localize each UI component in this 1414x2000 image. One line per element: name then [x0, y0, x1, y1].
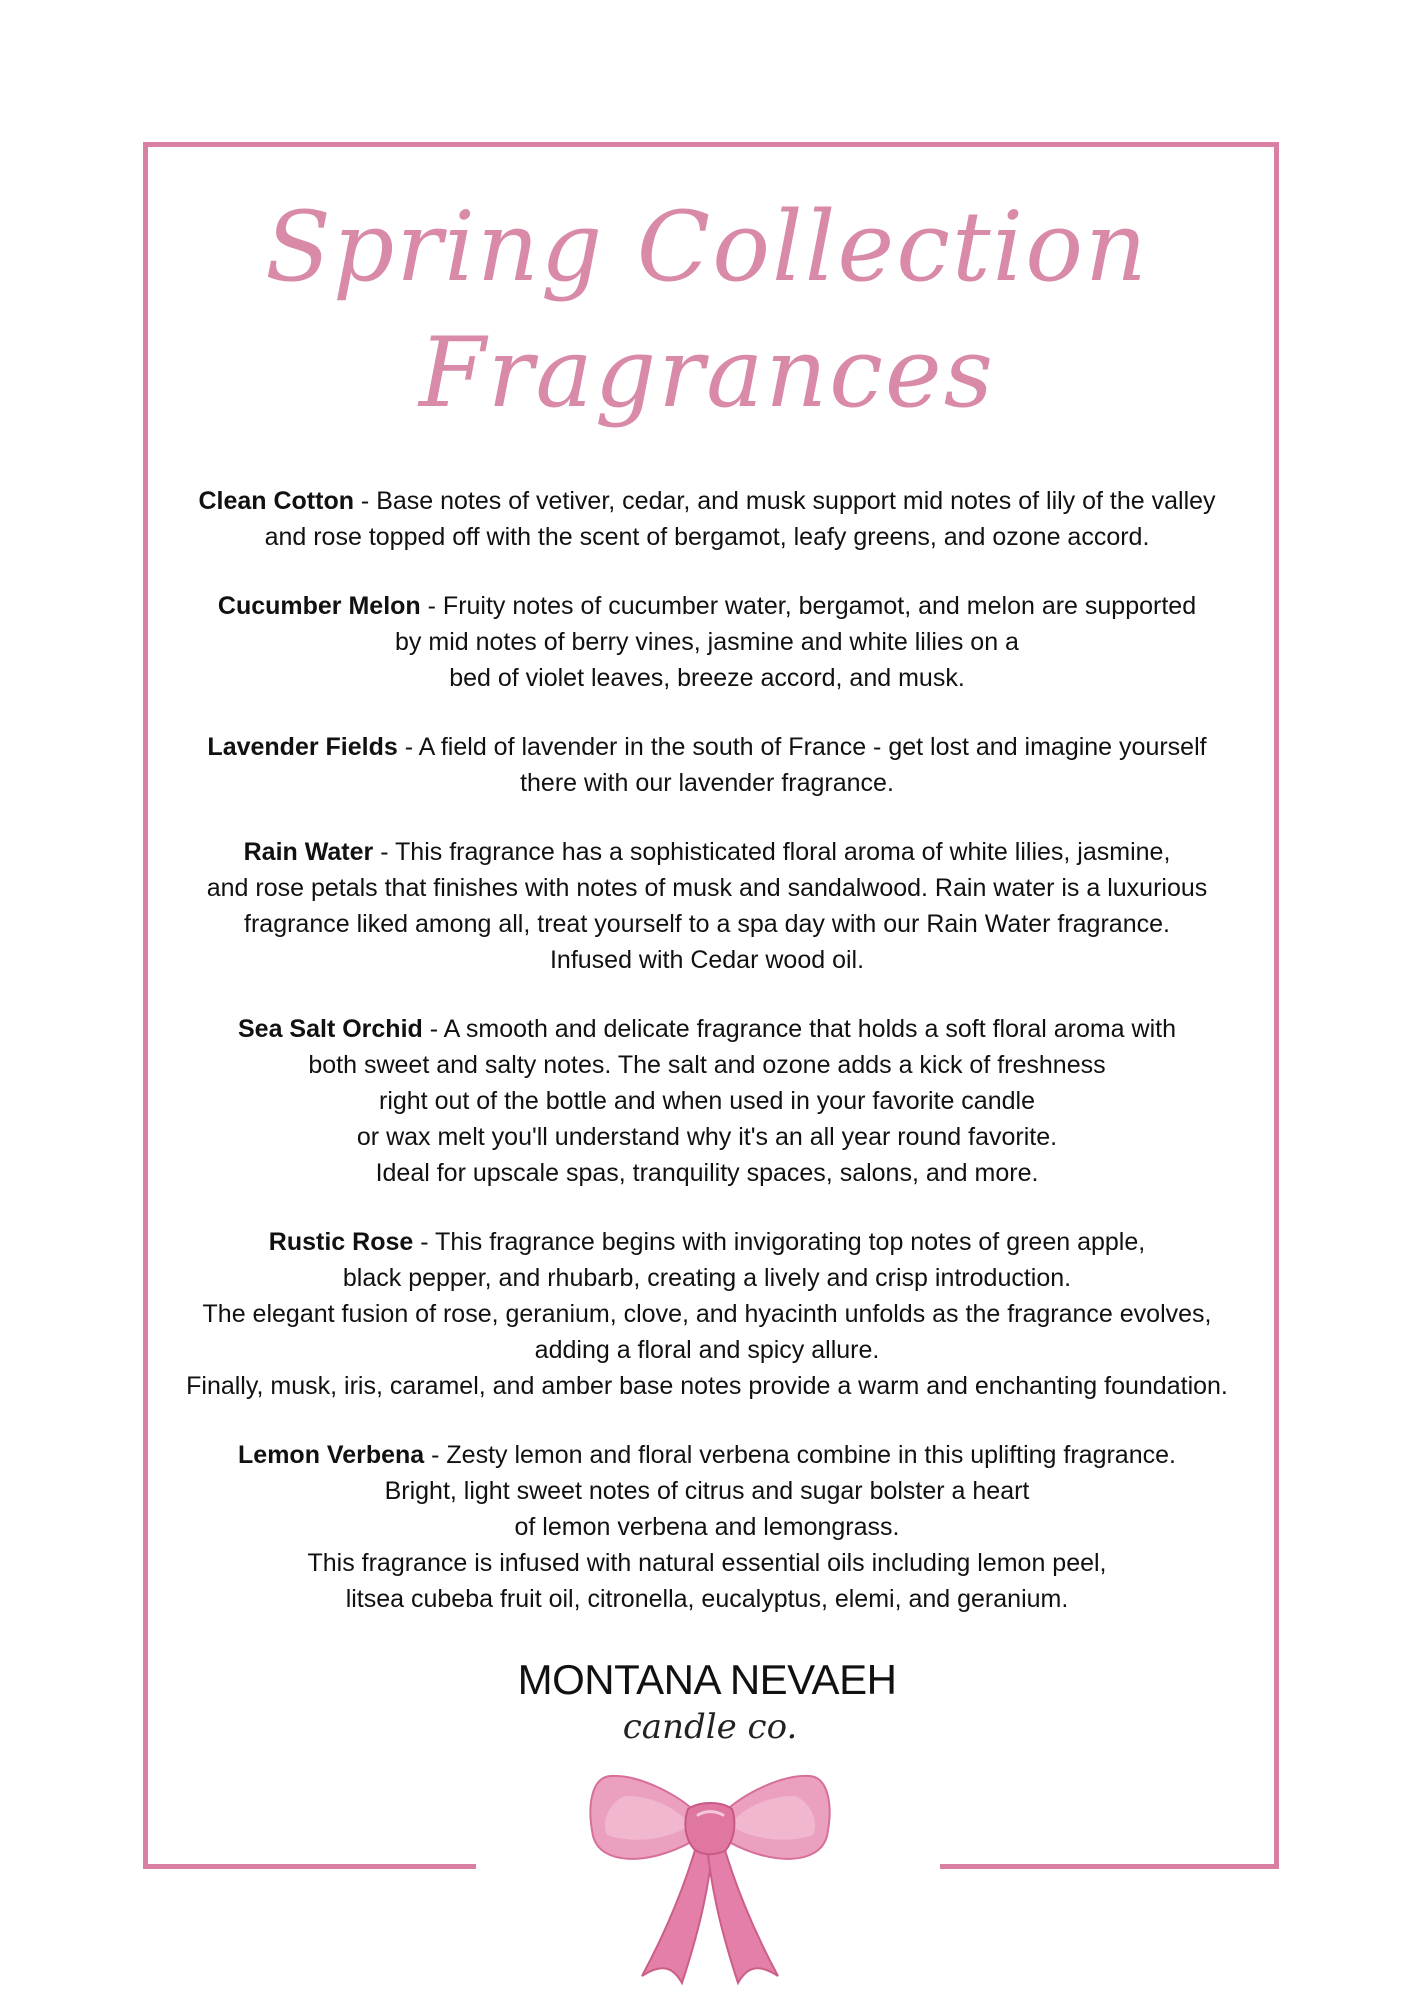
fragrance-cucumber-melon [150, 588, 1264, 696]
fragrance-description: both sweet and salty notes. The salt and ozone adds a kick of freshness [308, 1051, 1106, 1079]
fragrance-description: - A field of lavender in the south of France - get lost and imagine yourself [397, 733, 1207, 761]
page-title-line-1: Spring Collection [265, 191, 1149, 303]
fragrance-description: Ideal for upscale spas, tranquility spaces, salons, and more. [375, 1159, 1039, 1187]
fragrance-description: there with our lavender fragrance. [520, 769, 894, 797]
fragrance-description: of lemon verbena and lemongrass. [514, 1513, 900, 1541]
fragrance-list [150, 483, 1264, 1650]
fragrance-description: litsea cubeba fruit oil, citronella, eucalyptus, elemi, and geranium. [345, 1585, 1069, 1613]
fragrance-rain-water [150, 834, 1264, 978]
fragrance-name: Rain Water [243, 838, 374, 866]
frame-bottom-right-border [940, 1864, 1279, 1869]
fragrance-description: bed of violet leaves, breeze accord, and musk. [449, 664, 965, 692]
fragrance-first-line [150, 483, 1264, 519]
fragrance-description: Finally, musk, iris, caramel, and amber base notes provide a warm and enchanting foundation. [186, 1372, 1228, 1400]
fragrance-sea-salt-orchid [150, 1011, 1264, 1191]
fragrance-description: or wax melt you'll understand why it's an all year round favorite. [356, 1123, 1058, 1151]
fragrance-description: The elegant fusion of rose, geranium, clove, and hyacinth unfolds as the fragrance evolves, [202, 1300, 1212, 1328]
fragrance-name: Sea Salt Orchid [238, 1015, 423, 1043]
fragrance-first-line [150, 1224, 1264, 1260]
fragrance-description: This fragrance is infused with natural essential oils including lemon peel, [307, 1549, 1107, 1577]
brand-logo-text: MONTANA NEVAEH [517, 1656, 897, 1703]
fragrance-description: black pepper, and rhubarb, creating a lively and crisp introduction. [342, 1264, 1072, 1292]
fragrance-name: Lemon Verbena [238, 1441, 425, 1469]
fragrance-description: Bright, light sweet notes of citrus and sugar bolster a heart [384, 1477, 1030, 1505]
fragrance-first-line [150, 1437, 1264, 1473]
fragrance-lavender-fields [150, 729, 1264, 801]
frame-bottom-left-border [143, 1864, 476, 1869]
fragrance-name: Cucumber Melon [217, 592, 421, 620]
frame-left-border [143, 142, 148, 1869]
page-title-line-2: Fragrances [419, 317, 995, 429]
fragrance-first-line [150, 1011, 1264, 1047]
fragrance-description: - A smooth and delicate fragrance that holds a soft floral aroma with [422, 1015, 1176, 1043]
fragrance-description: - Zesty lemon and floral verbena combine in this uplifting fragrance. [424, 1441, 1176, 1469]
fragrance-first-line [150, 834, 1264, 870]
fragrance-name: Clean Cotton [198, 487, 354, 515]
fragrance-description: - This fragrance has a sophisticated floral aroma of white lilies, jasmine, [373, 838, 1171, 866]
fragrance-lemon-verbena [150, 1437, 1264, 1617]
fragrance-rustic-rose [150, 1224, 1264, 1404]
fragrance-description: - Base notes of vetiver, cedar, and musk support mid notes of lily of the valley [353, 487, 1216, 515]
fragrance-description: and rose topped off with the scent of bergamot, leafy greens, and ozone accord. [264, 523, 1150, 551]
fragrance-description: fragrance liked among all, treat yourself to a spa day with our Rain Water fragrance. [244, 910, 1170, 938]
frame-top-border [143, 142, 1279, 147]
fragrance-description: by mid notes of berry vines, jasmine and white lilies on a [395, 628, 1019, 656]
fragrance-description: - Fruity notes of cucumber water, bergamot, and melon are supported [420, 592, 1197, 620]
fragrance-clean-cotton [150, 483, 1264, 555]
fragrance-description: and rose petals that finishes with notes of musk and sandalwood. Rain water is a luxurious [206, 874, 1208, 902]
fragrance-description: adding a floral and spicy allure. [534, 1336, 880, 1364]
fragrance-description: - This fragrance begins with invigorating top notes of green apple, [413, 1228, 1146, 1256]
fragrance-name: Rustic Rose [268, 1228, 414, 1256]
fragrance-name: Lavender Fields [207, 733, 398, 761]
pink-bow-icon [580, 1760, 840, 1992]
frame-right-border [1274, 142, 1279, 1869]
fragrance-description: Infused with Cedar wood oil. [549, 946, 865, 974]
fragrance-first-line [150, 729, 1264, 765]
fragrance-description: right out of the bottle and when used in your favorite candle [379, 1087, 1035, 1115]
brand-logo-tagline: candle co. [622, 1707, 798, 1747]
fragrance-first-line [150, 588, 1264, 624]
